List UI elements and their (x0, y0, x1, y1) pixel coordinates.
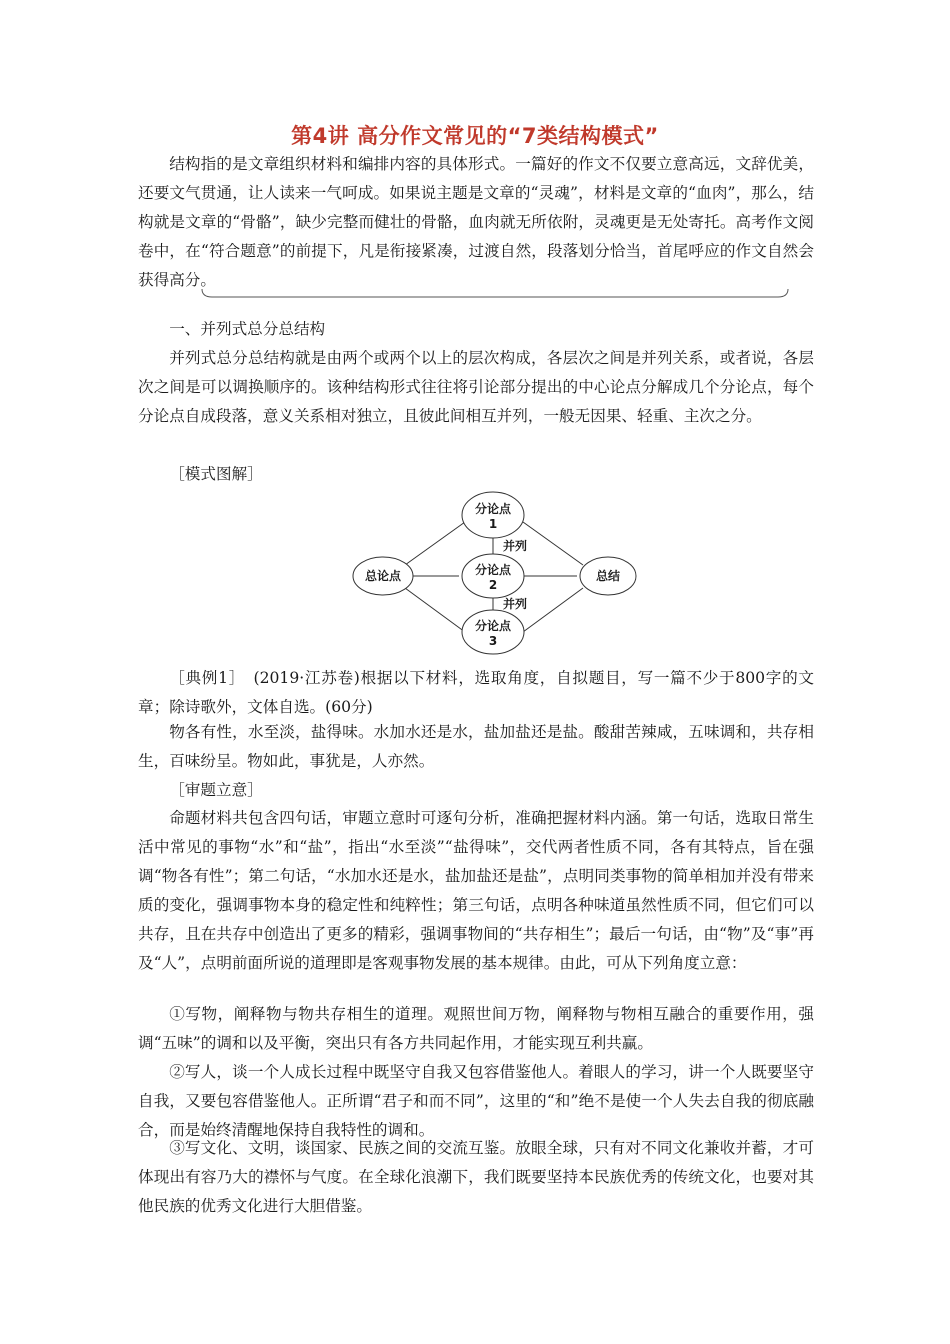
label-total: 总论点 (364, 569, 402, 583)
structure-diagram (347, 490, 637, 656)
label-parallel-2: 并列 (503, 597, 528, 611)
label-sub2-num: 2 (488, 578, 498, 592)
analysis-body: 命题材料共包含四句话，审题立意时可逐句分析，准确把握材料内涵。第一句话，选取日常生活中常见的事物“水”和“盐”，指出“水至淡”“盐得味”，交代两者性质不同，各有其特点，旨在强调“物各有性”；第二句话，“水加水还是水，盐加盐还是盐”，点明同类事物的简单相加并没有带来质的变化，强调事物本身的稳定性和纯粹性；第三句话，点明各种味道虽然性质不同，但它们可以共存，且在共存中创造出了更多的精彩，强调事物间的“共存相生”；最后一句话，由“物”及“事”再及“人”，点明前面所说的道理即是客观事物发展的基本规律。由此，可从下列角度立意： (138, 809, 814, 972)
example-prompt: ［典例1］ (2019·江苏卷)根据以下材料，选取角度，自拟题目，写一篇不少于800字的文章；除诗歌外，文体自选。(60分) (138, 669, 814, 716)
section1-heading: 一、并列式总分总结构 (169, 320, 326, 338)
edge-sub3-conclusion (523, 588, 583, 632)
edge-sub1-conclusion (523, 522, 583, 565)
edge-total-sub3 (405, 588, 465, 632)
label-conclusion: 总结 (595, 569, 621, 583)
label-sub2: 分论点 (474, 563, 512, 577)
edge-total-sub1 (405, 522, 465, 565)
brace-divider (200, 287, 790, 303)
diagram-label: ［模式图解］ (169, 465, 263, 483)
angle-2: ②写人，谈一个人成长过程中既坚守自我又包容借鉴他人。着眼人的学习，讲一个人既要坚守自我，又要包容借鉴他人。正所谓“君子和而不同”，这里的“和”绝不是使一个人失去自我的彻底融合，而是始终清醒地保持自我特性的调和。 (138, 1063, 814, 1139)
label-sub1-num: 1 (488, 517, 498, 531)
label-sub1: 分论点 (474, 502, 512, 516)
section1-body: 并列式总分总结构就是由两个或两个以上的层次构成，各层次之间是并列关系，或者说，各层次之间是可以调换顺序的。该种结构形式往往将引论部分提出的中心论点分解成几个分论点，每个分论点自成段落，意义关系相对独立，且彼此间相互并列，一般无因果、轻重、主次之分。 (138, 349, 814, 425)
intro-paragraph: 结构指的是文章组织材料和编排内容的具体形式。一篇好的作文不仅要立意高远，文辞优美，还要文气贯通，让人读来一气呵成。如果说主题是文章的“灵魂”，材料是文章的“血肉”，那么，结构就是文章的“骨骼”，缺少完整而健壮的骨骼，血肉就无所依附，灵魂更是无处寄托。高考作文阅卷中，在“符合题意”的前提下，凡是衔接紧凑，过渡自然，段落划分恰当，首尾呼应的作文自然会获得高分。 (138, 155, 814, 289)
example-material: 物各有性，水至淡，盐得味。水加水还是水，盐加盐还是盐。酸甜苦辣咸，五味调和，共存相生，百味纷呈。物如此，事犹是，人亦然。 (138, 723, 814, 770)
analysis-label: ［审题立意］ (169, 781, 263, 799)
angle-1: ①写物，阐释物与物共存相生的道理。观照世间万物，阐释物与物相互融合的重要作用，强调“五味”的调和以及平衡，突出只有各方共同起作用，才能实现互利共赢。 (138, 1005, 814, 1052)
angle-3: ③写文化、文明，谈国家、民族之间的交流互鉴。放眼全球，只有对不同文化兼收并蓄，才可体现出有容乃大的襟怀与气度。在全球化浪潮下，我们既要坚持本民族优秀的传统文化，也要对其他民族的优秀文化进行大胆借鉴。 (138, 1139, 814, 1215)
page-title: 第4讲 高分作文常见的“7类结构模式” (291, 124, 659, 148)
label-sub3-num: 3 (488, 634, 498, 648)
label-parallel-1: 并列 (503, 539, 528, 553)
label-sub3: 分论点 (474, 619, 512, 633)
